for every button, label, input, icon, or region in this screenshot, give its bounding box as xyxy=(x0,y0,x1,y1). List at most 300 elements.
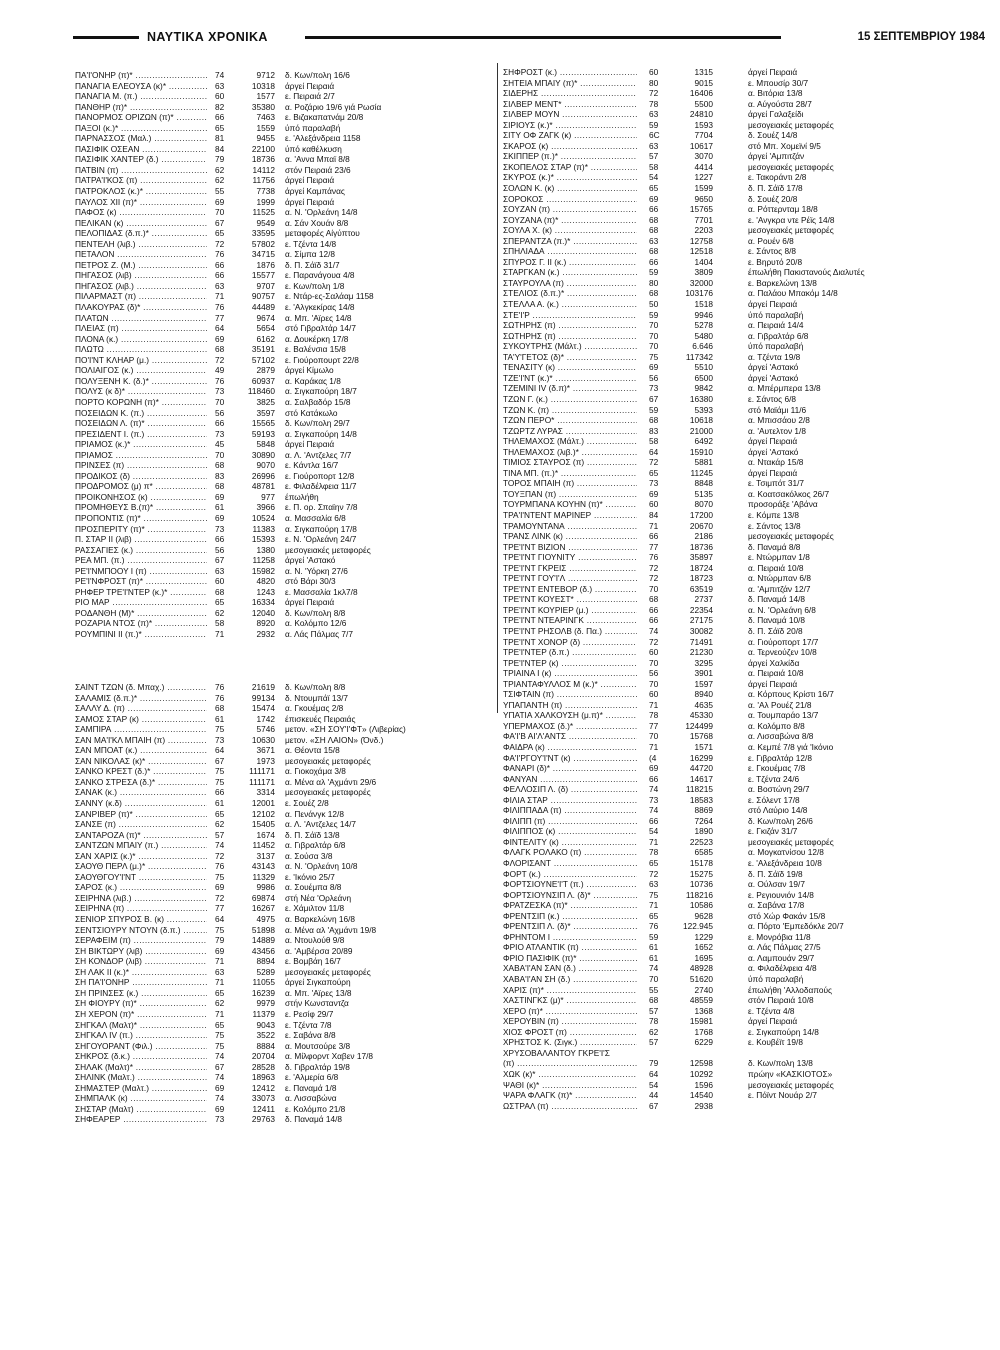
ship-built-year: 71 xyxy=(215,956,225,967)
ship-built-year: 54 xyxy=(649,172,659,183)
ship-tonnage: 5500 xyxy=(694,98,713,109)
ship-built-year: 69 xyxy=(649,193,659,204)
ship-built-year: (4 xyxy=(649,752,657,763)
ship-row xyxy=(503,499,963,510)
ship-built-year: 62 xyxy=(215,164,225,175)
ship-built-year: 72 xyxy=(649,573,659,584)
ship-name: ΡΙΟ ΜΑΡ ..... xyxy=(75,597,207,608)
ship-row xyxy=(503,362,963,373)
ship-name: ΦΟΡΤΣΙΟΥΝΣΙΠ Λ. (δ)* ..... xyxy=(503,890,637,901)
ship-tonnage: 12411 xyxy=(252,1103,275,1114)
ship-tonnage: 117342 xyxy=(685,351,713,362)
ship-tonnage: 24810 xyxy=(689,109,713,120)
ship-tonnage: 11756 xyxy=(252,175,275,186)
ship-tonnage: 977 xyxy=(261,491,275,502)
ship-tonnage: 9549 xyxy=(256,217,275,228)
ship-name: ΠΑ'Ι'ΟΝΗΡ (π)* ..... xyxy=(75,70,207,81)
ship-status: α. Λ. 'Αντζελες 7/7 xyxy=(285,449,352,460)
ship-built-year: 84 xyxy=(649,509,659,520)
ship-status: άργεί Πειραιά xyxy=(748,678,798,689)
ship-status: ε. Γκουέμας 7/8 xyxy=(748,763,806,774)
ship-row xyxy=(75,313,495,324)
ship-name: ΧΙΟΣ ΦΡΟΣΤ (π) ..... xyxy=(503,1027,637,1038)
ship-row xyxy=(503,1037,963,1048)
ship-status: ε. Βιζακαπατνάμ 20/8 xyxy=(285,112,364,123)
ship-row xyxy=(75,545,495,556)
ship-row xyxy=(75,260,495,271)
ship-name: ΧΑΣΤΙΝΓΚΣ (μ)* ..... xyxy=(503,995,637,1006)
ship-row xyxy=(75,81,495,92)
ship-row xyxy=(503,1048,963,1059)
ship-name: ΤΡΕ'Ι'ΝΤ ΚΟΥΡΙΕΡ (μ.) ..... xyxy=(503,605,637,616)
ship-built-year: 77 xyxy=(215,903,225,914)
ship-name: ΦΙΛΙΑ ΣΤΑΡ ..... xyxy=(503,795,637,806)
ship-built-year: 66 xyxy=(215,418,225,429)
ship-built-year: 55 xyxy=(215,186,225,197)
ship-list-left-top xyxy=(75,70,495,640)
ship-status: α. Βοστώνη 29/7 xyxy=(748,784,810,795)
ship-status: α. Πειραιά 14/4 xyxy=(748,320,804,331)
ship-tonnage: 3295 xyxy=(694,657,713,668)
ship-status: α. Παλάου Μπακόμ 14/8 xyxy=(748,288,838,299)
ship-name: ΣΠΗΛΙΑΔΑ ..... xyxy=(503,246,637,257)
ship-status: α. Γκουέμας 2/8 xyxy=(285,703,344,714)
ship-row xyxy=(503,932,963,943)
ship-name: ΣΑΝΚΟ ΣΤΡΕΣΑ (δ.)* ..... xyxy=(75,777,207,788)
ship-row xyxy=(75,956,495,967)
ship-built-year: 56 xyxy=(649,372,659,383)
ship-tonnage: 9628 xyxy=(694,910,713,921)
ship-status: ε. Σιγκαπούρη 14/8 xyxy=(748,1026,819,1037)
ship-built-year: 75 xyxy=(215,724,225,735)
ship-name: ΧΩΚ (κ)* ..... xyxy=(503,1069,637,1080)
ship-status: ε. Γιούροπουρτ 22/8 xyxy=(285,354,359,365)
ship-name: ΣΩΤΗΡΗΣ (π) ..... xyxy=(503,331,637,342)
ship-status: α. Θέοντα 15/8 xyxy=(285,745,340,756)
ship-status: άργεί Πειραιά xyxy=(285,439,335,450)
ship-built-year: 59 xyxy=(649,119,659,130)
ship-tonnage: 18724 xyxy=(689,562,713,573)
ship-row xyxy=(75,882,495,893)
ship-built-year: 76 xyxy=(215,375,225,386)
ship-built-year: 58 xyxy=(649,161,659,172)
ship-row xyxy=(503,236,963,247)
ship-name: ΠΕΛΟΠΙΔΑΣ (δ.π.)* ..... xyxy=(75,228,207,239)
ship-row xyxy=(503,426,963,437)
ship-built-year: 72 xyxy=(215,850,225,861)
ship-name: ΦΙΛΙΠΠ (π) ..... xyxy=(503,816,637,827)
ship-tonnage: 9986 xyxy=(256,882,275,893)
ship-tonnage: 15577 xyxy=(251,270,275,281)
ship-status: α. Μπέρμπερα 13/8 xyxy=(748,383,821,394)
ship-row xyxy=(75,524,495,535)
ship-tonnage: 9650 xyxy=(694,193,713,204)
ship-name: ΦΛΑΓΚ ΡΟΛΑΚΟ (π) ..... xyxy=(503,847,637,858)
ship-name: Π. ΣΤΑΡ ΙΙ (λιβ) ..... xyxy=(75,534,207,545)
ship-status: άργεί Πειραιά xyxy=(285,196,335,207)
ship-tonnage: 5289 xyxy=(256,966,275,977)
ship-tonnage: 6500 xyxy=(694,372,713,383)
ship-status: ε. Τζέντα 14/8 xyxy=(285,238,337,249)
ship-row xyxy=(503,109,963,120)
ship-status: α. Ν. 'Ορλεάνη 6/8 xyxy=(748,604,816,615)
ship-built-year: 63 xyxy=(649,879,659,890)
ship-built-year: 83 xyxy=(215,470,225,481)
ship-tonnage: 16267 xyxy=(251,903,275,914)
ship-status: α. Κολόμπο 8/8 xyxy=(748,720,805,731)
ship-status: ε. Σαβάνα 8/8 xyxy=(285,1030,336,1041)
ship-built-year: 6C xyxy=(649,130,660,141)
ship-row xyxy=(503,995,963,1006)
ship-name: ΣΑΜΠΙΡΑ ..... xyxy=(75,724,207,735)
ship-tonnage: 111171 xyxy=(249,766,275,777)
ship-name: ΡΟΥΜΠΙΝΙ ΙΙ (π.)* ..... xyxy=(75,629,207,640)
ship-built-year: 73 xyxy=(649,478,659,489)
ship-name: ΤΡΕ'Ι'ΝΤ ΚΟΥΕΣΤ* ..... xyxy=(503,594,637,605)
ship-row xyxy=(75,502,495,513)
page-header xyxy=(73,28,985,46)
ship-tonnage: 1768 xyxy=(694,1026,713,1037)
ship-built-year: 80 xyxy=(649,77,659,88)
ship-status: ε. Κάντλα 16/7 xyxy=(285,460,339,471)
ship-built-year: 60 xyxy=(649,647,659,658)
ship-name: ΣΠΕΡΑΝΤΖΑ (π.)* ..... xyxy=(503,236,637,247)
ship-name: ΣΚΥΡΟΣ (κ.)* ..... xyxy=(503,172,637,183)
ship-row xyxy=(503,78,963,89)
ship-built-year: 65 xyxy=(215,597,225,608)
ship-status: άργεί Πειραιά xyxy=(748,1016,798,1027)
ship-built-year: 63 xyxy=(215,565,225,576)
ship-tonnage: 6492 xyxy=(694,436,713,447)
ship-row xyxy=(503,784,963,795)
ship-name: ΧΑΒΑ'Ι'ΑΝ ΣΗ (δ.) ..... xyxy=(503,974,637,985)
ship-name: ΦΑΝΥΑΝ ..... xyxy=(503,774,637,785)
ship-built-year: 66 xyxy=(215,787,225,798)
ship-row xyxy=(503,246,963,257)
ship-tonnage: 1380 xyxy=(256,544,275,555)
ship-built-year: 66 xyxy=(215,270,225,281)
ship-built-year: 59 xyxy=(649,267,659,278)
ship-row xyxy=(75,386,495,397)
ship-name: ΣΙΛΒΕΡ ΜΕΝΤ* ..... xyxy=(503,99,637,110)
ship-tonnage: 11379 xyxy=(252,1008,275,1019)
ship-status: στήν Κωνσταντζα xyxy=(285,998,349,1009)
ship-built-year: 54 xyxy=(649,826,659,837)
ship-built-year: 69 xyxy=(215,512,225,523)
ship-tonnage: 1742 xyxy=(256,713,275,724)
ship-built-year: 59 xyxy=(649,309,659,320)
ship-status: άργεί 'Αμπιτζάν xyxy=(748,151,805,162)
ship-name: ΣΤΑΡΓΚΑΝ (κ.) ..... xyxy=(503,267,637,278)
ship-row xyxy=(503,521,963,532)
ship-built-year: 76 xyxy=(215,692,225,703)
ship-name: ΠΛΩΤΩ ..... xyxy=(75,344,207,355)
ship-status: δ. Π. Σάϊδ 31/7 xyxy=(285,259,340,270)
ship-tonnage: 1596 xyxy=(694,1079,713,1090)
ship-row xyxy=(75,355,495,366)
ship-status: δ. Παναμά 14/8 xyxy=(748,594,805,605)
ship-name: ΣΑΝ ΜΑ'Ι'ΚΛ ΜΠΑΙΗ (π) ..... xyxy=(75,735,207,746)
ship-tonnage: 3597 xyxy=(256,407,275,418)
ship-name: ΣΑΡΟΣ (κ.) ..... xyxy=(75,882,207,893)
ship-status: ε. Μπουσίρ 30/7 xyxy=(748,77,809,88)
ship-built-year: 70 xyxy=(649,657,659,668)
ship-status: ε. Ν. 'Ορλεάνη 24/7 xyxy=(285,534,357,545)
ship-tonnage: 11329 xyxy=(252,871,275,882)
ship-built-year: 72 xyxy=(649,562,659,573)
ship-built-year: 64 xyxy=(215,745,225,756)
ship-row xyxy=(503,700,963,711)
ship-status: ύπό καθέλκυση xyxy=(285,143,342,154)
ship-status: ε. 'Αλεξάνδρεια 10/8 xyxy=(748,858,822,869)
ship-row xyxy=(75,450,495,461)
ship-name: ΤΡΑΜΟΥΝΤΑΝΑ ..... xyxy=(503,521,637,532)
ship-built-year: 66 xyxy=(649,531,659,542)
ship-name: ΣΤΕΛΙΟΣ (δ.π.)* ..... xyxy=(503,288,637,299)
ship-row xyxy=(75,787,495,798)
ship-row xyxy=(503,573,963,584)
ship-name: ΣΙΡΙΟΥΣ (κ.)* ..... xyxy=(503,120,637,131)
ship-built-year: 58 xyxy=(649,436,659,447)
ship-built-year: 68 xyxy=(215,586,225,597)
ship-name: ΤΡΕ'Ι'ΝΤ ΓΟΥ'Ι'Λ ..... xyxy=(503,573,637,584)
ship-built-year: 76 xyxy=(215,302,225,313)
ship-status: στό Κατάκωλο xyxy=(285,407,338,418)
ship-built-year: 78 xyxy=(649,1016,659,1027)
ship-tonnage: 10318 xyxy=(251,80,275,91)
ship-status: α. 'Αμπιτζάν 12/7 xyxy=(748,583,811,594)
ship-tonnage: 15981 xyxy=(689,1016,713,1027)
ship-status: άργεί Κίμωλο xyxy=(285,365,334,376)
ship-name: ΠΡΙΑΜΟΣ ..... xyxy=(75,450,207,461)
ship-tonnage: 1315 xyxy=(694,67,713,77)
ship-tonnage: 4635 xyxy=(694,699,713,710)
ship-built-year: 45 xyxy=(215,439,225,450)
ship-built-year: 54 xyxy=(649,1079,659,1090)
ship-tonnage: 15765 xyxy=(689,204,713,215)
ship-built-year: 71 xyxy=(649,699,659,710)
ship-row xyxy=(503,510,963,521)
ship-tonnage: 11525 xyxy=(252,207,275,218)
ship-built-year: 77 xyxy=(649,720,659,731)
ship-built-year: 63 xyxy=(215,80,225,91)
ship-built-year: 73 xyxy=(215,523,225,534)
ship-row xyxy=(75,429,495,440)
ship-built-year: 70 xyxy=(649,974,659,985)
ship-built-year: 74 xyxy=(215,1051,225,1062)
ship-row xyxy=(503,183,963,194)
ship-tonnage: 12758 xyxy=(689,235,713,246)
ship-built-year: 61 xyxy=(649,952,659,963)
ship-row xyxy=(503,373,963,384)
ship-status: μετον. «ΣΗ ΣΟΥ'Ι'ΦΤ» (Λιβερίας) xyxy=(285,724,406,735)
ship-name-cont: (π) ..... xyxy=(503,1058,637,1069)
ship-row xyxy=(75,133,495,144)
ship-row xyxy=(75,998,495,1009)
ship-status: ύπό παραλαβή xyxy=(748,341,804,352)
ship-name: ΣΚΑΡΟΣ (κ) ..... xyxy=(503,141,637,152)
ship-built-year: 60 xyxy=(649,499,659,510)
ship-built-year: 78 xyxy=(649,98,659,109)
ship-status: α. Φιλαδέλφεια 4/8 xyxy=(748,963,817,974)
ship-status: ε. Σόλεντ 17/8 xyxy=(748,794,800,805)
ship-tonnage: 1876 xyxy=(256,259,275,270)
ship-row xyxy=(75,249,495,260)
ship-built-year: 75 xyxy=(649,889,659,900)
ship-row xyxy=(75,682,495,693)
ship-status: α. Σουέμπα 8/8 xyxy=(285,882,342,893)
ship-status: α. Ντουλούθ 9/8 xyxy=(285,935,345,946)
ship-row xyxy=(503,267,963,278)
ship-row xyxy=(75,197,495,208)
ship-status: ε. Πόϊντ Νουάρ 2/7 xyxy=(748,1090,817,1101)
ship-name: ΠΡΕΣΙΔΕΝΤ Ι. (π.) ..... xyxy=(75,429,207,440)
ship-status: ε. Σάντος 6/8 xyxy=(748,393,796,404)
ship-built-year: 60 xyxy=(215,576,225,587)
ship-status: α. Μουτσούρε 3/8 xyxy=(285,1040,351,1051)
ship-tonnage: 8884 xyxy=(256,1040,275,1051)
ship-built-year: 67 xyxy=(649,1100,659,1111)
ship-row xyxy=(75,977,495,988)
ship-tonnage: 5278 xyxy=(694,320,713,331)
ship-name: ΣΟΡΟΚΟΣ ..... xyxy=(503,194,637,205)
ship-built-year: 65 xyxy=(649,183,659,194)
ship-name: ΣΙΤΥ ΟΦ ΖΑΓΚ (κ) ..... xyxy=(503,130,637,141)
ship-tonnage: 27175 xyxy=(689,615,713,626)
ship-row xyxy=(75,344,495,355)
ship-name: ΣΤΕ'Ι'Ρ ..... xyxy=(503,310,637,321)
ship-name: ΡΕ'Ι'ΝΜΠΟΟΥ Ι (π) ..... xyxy=(75,566,207,577)
ship-status: δ. Ντουμπάϊ 13/7 xyxy=(285,692,349,703)
ship-built-year: 66 xyxy=(649,256,659,267)
ship-name: ΣΩΤΗΡΗΣ (π) ..... xyxy=(503,320,637,331)
ship-status: α. Κοατσακόλκος 26/7 xyxy=(748,488,830,499)
ship-tonnage: 5654 xyxy=(256,323,275,334)
ship-row xyxy=(503,911,963,922)
ship-tonnage: 16334 xyxy=(251,597,275,608)
ship-tonnage: 14889 xyxy=(251,935,275,946)
ship-built-year: 69 xyxy=(215,196,225,207)
ship-row xyxy=(503,141,963,152)
ship-name: ΣΗ ΦΙΟΥΡΥ (π)* ..... xyxy=(75,998,207,1009)
ship-status: α. Ντακάρ 15/8 xyxy=(748,457,804,468)
ship-name: ΣΗΣΤΑΡ (Μαλτ) ..... xyxy=(75,1104,207,1115)
ship-row xyxy=(75,798,495,809)
ship-status: α. Ρόττερνταμ 18/8 xyxy=(748,204,818,215)
ship-row xyxy=(75,439,495,450)
ship-tonnage: 9043 xyxy=(256,1019,275,1030)
ship-name: ΣΗ ΛΑΚ ΙΙ (κ.)* ..... xyxy=(75,967,207,978)
ship-name: ΤΡΕ'Ι'ΝΤ ΓΙΟΥΝΙΤΥ ..... xyxy=(503,552,637,563)
ship-tonnage: 1368 xyxy=(694,1005,713,1016)
ship-tonnage: 6585 xyxy=(694,847,713,858)
ship-name: ΠΟΣΕΙΔΩΝ Λ. (π)* ..... xyxy=(75,418,207,429)
ship-built-year: 67 xyxy=(215,217,225,228)
ship-tonnage: 48928 xyxy=(689,963,713,974)
ship-status: α. Σαβάνα 17/8 xyxy=(748,900,805,911)
ship-status: ε. Παρανάγουα 4/8 xyxy=(285,270,355,281)
ship-row xyxy=(503,436,963,447)
ship-status: ε. Κόμπε 13/8 xyxy=(748,509,800,520)
ship-tonnage: 48781 xyxy=(251,481,275,492)
ship-tonnage: 1227 xyxy=(694,172,713,183)
ship-name: ΠΙΛΑΡΜΑΣΤ (π) ..... xyxy=(75,291,207,302)
ship-row xyxy=(75,481,495,492)
ship-row xyxy=(503,257,963,268)
ship-tonnage: 16406 xyxy=(689,88,713,99)
ship-row xyxy=(503,99,963,110)
ship-tonnage: 2737 xyxy=(694,594,713,605)
ship-name: ΦΛΟΡΙΣΑΝΤ ..... xyxy=(503,858,637,869)
ship-row xyxy=(75,861,495,872)
ship-tonnage: 2932 xyxy=(256,628,275,639)
ship-name: ΣΑΝΚΟ ΚΡΕΣΤ (δ.)* ..... xyxy=(75,766,207,777)
ship-name: ΣΑΝΣΕ (π) ..... xyxy=(75,819,207,830)
ship-built-year: 68 xyxy=(215,460,225,471)
ship-status: α. Καράκας 1/8 xyxy=(285,375,341,386)
ship-name: ΣΠΥΡΟΣ Γ. ΙΙ (κ.) ..... xyxy=(503,257,637,268)
ship-row xyxy=(75,1114,495,1125)
ship-name: ΠΑΡΝΑΣΣΟΣ (Μαλ.) ..... xyxy=(75,133,207,144)
ship-built-year: 61 xyxy=(215,713,225,724)
ship-row xyxy=(503,1016,963,1027)
ship-status: άργεί 'Αστακό xyxy=(748,372,799,383)
ship-name: ΦΡΕΝΤΣΙΠ Λ. (δ)* ..... xyxy=(503,921,637,932)
ship-row xyxy=(75,735,495,746)
ship-status: ε. Βομβάη 16/7 xyxy=(285,956,341,967)
ship-built-year: 50 xyxy=(649,299,659,310)
ship-built-year: 74 xyxy=(649,963,659,974)
ship-built-year: 70 xyxy=(215,396,225,407)
ship-tonnage: 20704 xyxy=(251,1051,275,1062)
ship-row xyxy=(503,679,963,690)
ship-built-year: 65 xyxy=(215,987,225,998)
ship-row xyxy=(75,376,495,387)
ship-tonnage: 1229 xyxy=(694,931,713,942)
ship-name: ΠΡΟΠΟΝΤΙΣ (π)* ..... xyxy=(75,513,207,524)
ship-row xyxy=(75,893,495,904)
ship-row xyxy=(75,323,495,334)
ship-row xyxy=(75,91,495,102)
ship-row xyxy=(75,819,495,830)
ship-tonnage: 118215 xyxy=(685,784,713,795)
ship-tonnage: 10618 xyxy=(689,415,713,426)
ship-tonnage: 21230 xyxy=(689,647,713,658)
ship-built-year: 63 xyxy=(215,966,225,977)
ship-tonnage: 12598 xyxy=(689,1058,713,1069)
ship-name: ΠΕΝΤΕΛΗ (λιβ.) ..... xyxy=(75,239,207,250)
ship-row xyxy=(75,492,495,503)
ship-tonnage: 11452 xyxy=(252,840,275,851)
ship-tonnage: 11383 xyxy=(252,523,275,534)
ship-name: ΣΑΟΥΘΓΟΥ'Ι'ΝΤ ..... xyxy=(75,872,207,883)
ship-row xyxy=(75,123,495,134)
ship-name: ΠΑΞΟΙ (κ.)* ..... xyxy=(75,123,207,134)
ship-built-year: 65 xyxy=(215,808,225,819)
ship-status: στή Νέα 'Ορλεάνη xyxy=(285,892,352,903)
ship-row xyxy=(503,331,963,342)
ship-status: έπισκευές Πειραιάς xyxy=(285,713,356,724)
ship-built-year: 68 xyxy=(649,415,659,426)
ship-status: α. Μασσαλία 6/8 xyxy=(285,512,346,523)
ship-built-year: 77 xyxy=(649,541,659,552)
ship-built-year: 68 xyxy=(215,344,225,355)
ship-tonnage: 8848 xyxy=(694,478,713,489)
ship-built-year: 63 xyxy=(649,235,659,246)
ship-built-year: 71 xyxy=(649,900,659,911)
ship-tonnage: 1571 xyxy=(694,742,713,752)
ship-name: ΣΗΓΚΑΛ ΙV (π.) ..... xyxy=(75,1030,207,1041)
